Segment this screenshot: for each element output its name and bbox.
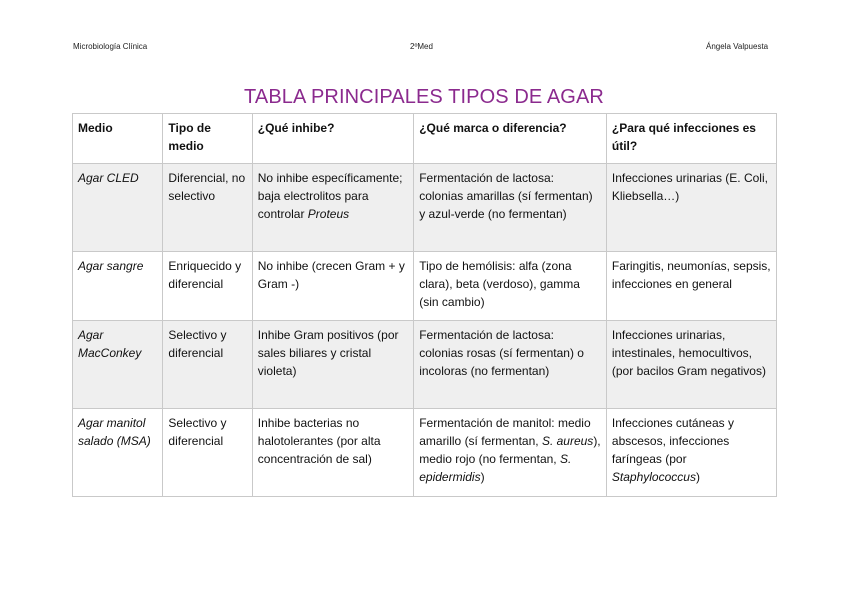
cell-marca: Fermentación de lactosa: colonias amarillas (sí fermentan) y azul-verde (no fermentan)	[414, 164, 607, 252]
text-segment: Fermentación de manitol: medio amarillo (sí fermentan,	[419, 416, 591, 448]
cell-infecciones: Faringitis, neumonías, sepsis, infecciones en general	[606, 252, 776, 321]
table-row	[73, 409, 777, 497]
table-header-row	[73, 114, 777, 164]
cell-infecciones: Infecciones urinarias, intestinales, hemocultivos, (por bacilos Gram negativos)	[606, 321, 776, 409]
cell-medio: Agar MacConkey	[73, 321, 163, 409]
italic-term: Proteus	[307, 207, 350, 221]
text-segment: )	[695, 470, 700, 484]
text-segment: ), medio rojo (no fermentan,	[419, 434, 601, 466]
cell-inhibe: Inhibe bacterias no halotolerantes (por alta concentración de sal)	[252, 409, 413, 497]
table-row	[73, 252, 777, 321]
cell-tipo: Selectivo y diferencial	[163, 321, 252, 409]
italic-term: Staphylococcus	[611, 470, 696, 484]
table-row	[73, 321, 777, 409]
cell-tipo: Selectivo y diferencial	[163, 409, 252, 497]
cell-marca	[414, 409, 607, 497]
header-left: Microbiología Clínica	[73, 42, 148, 51]
text-segment: No inhibe específicamente; baja electrolitos para controlar	[257, 171, 403, 221]
cell-marca: Tipo de hemólisis: alfa (zona clara), beta (verdoso), gamma (sin cambio)	[414, 252, 607, 321]
text-segment: Infecciones cutáneas y abscesos, infecciones faríngeas (por	[611, 416, 734, 466]
column-header-infecciones: ¿Para qué infecciones es útil?	[606, 114, 776, 164]
italic-term: S. aureus	[541, 434, 594, 448]
column-header-marca: ¿Qué marca o diferencia?	[414, 114, 607, 164]
cell-inhibe: No inhibe (crecen Gram + y Gram -)	[252, 252, 413, 321]
column-header-medio: Medio	[73, 114, 163, 164]
header-center: 2ºMed	[410, 42, 433, 51]
column-header-tipo: Tipo de medio	[163, 114, 252, 164]
cell-medio: Agar manitol salado (MSA)	[73, 409, 163, 497]
cell-inhibe: Inhibe Gram positivos (por sales biliares y cristal violeta)	[252, 321, 413, 409]
text-segment: )	[480, 470, 485, 484]
page-title: TABLA PRINCIPALES TIPOS DE AGAR	[244, 86, 604, 108]
cell-tipo: Diferencial, no selectivo	[163, 164, 252, 252]
column-header-inhibe: ¿Qué inhibe?	[252, 114, 413, 164]
table-row	[73, 164, 777, 252]
header-right: Ángela Valpuesta	[706, 42, 769, 51]
cell-marca: Fermentación de lactosa: colonias rosas (sí fermentan) o incoloras (no fermentan)	[414, 321, 607, 409]
agar-table	[72, 113, 777, 497]
cell-inhibe	[252, 164, 413, 252]
cell-medio: Agar sangre	[73, 252, 163, 321]
cell-infecciones	[606, 409, 776, 497]
cell-infecciones: Infecciones urinarias (E. Coli, Kliebsella…)	[606, 164, 776, 252]
cell-medio: Agar CLED	[73, 164, 163, 252]
italic-term: S. epidermidis	[419, 452, 572, 484]
cell-tipo: Enriquecido y diferencial	[163, 252, 252, 321]
